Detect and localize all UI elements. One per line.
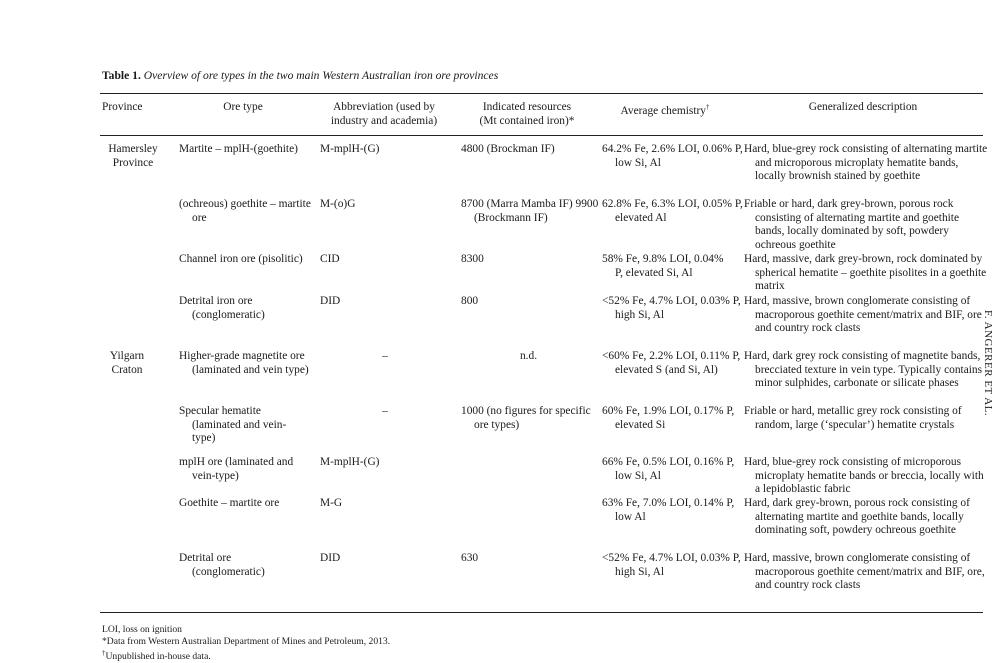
header-resources-line2: (Mt contained iron)* bbox=[479, 114, 575, 127]
row-6-ore-type: mplH ore (laminated and vein-type) bbox=[179, 456, 294, 482]
row-3-ore-type: Detrital iron ore (conglomeratic) bbox=[179, 295, 265, 321]
row-2-resources: 8300 bbox=[461, 253, 484, 265]
row-6-chemistry: 66% Fe, 0.5% LOI, 0.16% P, low Si, Al bbox=[602, 456, 735, 482]
province-yilgarn: Yilgarn Craton bbox=[109, 350, 145, 376]
row-4-ore-type: Higher-grade magnetite ore (laminated and vein type) bbox=[179, 350, 309, 376]
row-1-ore-type: (ochreous) goethite – martite ore bbox=[179, 198, 311, 224]
row-0-resources: 4800 (Brockman IF) bbox=[461, 143, 555, 155]
row-0-abbreviation: M-mplH-(G) bbox=[320, 143, 380, 155]
row-8-abbreviation: DID bbox=[320, 552, 341, 564]
header-description: Generalized description bbox=[808, 101, 918, 113]
footnote-unpublished-text: Unpublished in-house data. bbox=[105, 651, 211, 663]
row-0-chemistry: 64.2% Fe, 2.6% LOI, 0.06% P, low Si, Al bbox=[602, 143, 743, 169]
row-0-ore-type: Martite – mplH-(goethite) bbox=[179, 143, 298, 155]
row-7-chemistry: 63% Fe, 7.0% LOI, 0.14% P, low Al bbox=[602, 497, 735, 523]
province-hamersley: Hamersley Province bbox=[108, 143, 158, 169]
header-abbreviation-line2: industry and academia) bbox=[330, 114, 438, 127]
row-1-chemistry: 62.8% Fe, 6.3% LOI, 0.05% P, elevated Al bbox=[602, 198, 743, 224]
header-resources bbox=[458, 101, 596, 128]
row-8-chemistry: <52% Fe, 4.7% LOI, 0.03% P, high Si, Al bbox=[602, 552, 741, 578]
header-resources-line1: Indicated resources bbox=[482, 101, 572, 113]
row-1-abbreviation: M-(o)G bbox=[320, 198, 356, 210]
table-caption bbox=[102, 69, 498, 83]
row-8-description: Hard, massive, brown conglomerate consisting of macroporous goethite cement/matrix and BIF, ore, and country rock clasts bbox=[744, 552, 985, 592]
row-6-description: Hard, blue-grey rock consisting of microporous microplaty hematite bands or breccia, locally with a lepidoblastic fabric bbox=[744, 456, 984, 496]
footnote-unpublished bbox=[102, 648, 211, 663]
row-4-chemistry: <60% Fe, 2.2% LOI, 0.11% P, elevated S (and Si, Al) bbox=[602, 350, 741, 376]
running-head: F. ANGERER ET AL. bbox=[982, 310, 994, 417]
row-0-description: Hard, blue-grey rock consisting of alternating martite and microporous microplaty hematite bands, locally brownish stained by goethite bbox=[744, 143, 988, 183]
header-province: Province bbox=[102, 101, 143, 113]
row-3-abbreviation: DID bbox=[320, 295, 341, 307]
row-3-chemistry: <52% Fe, 4.7% LOI, 0.03% P, high Si, Al bbox=[602, 295, 741, 321]
bottom-rule bbox=[100, 612, 983, 613]
row-5-abbreviation: – bbox=[382, 405, 388, 417]
row-4-resources: n.d. bbox=[519, 350, 538, 362]
row-2-chemistry: 58% Fe, 9.8% LOI, 0.04% P, elevated Si, Al bbox=[602, 253, 724, 279]
row-6-abbreviation: M-mplH-(G) bbox=[320, 456, 380, 468]
header-abbreviation-line1: Abbreviation (used by bbox=[333, 101, 435, 113]
row-4-abbreviation: – bbox=[382, 350, 388, 362]
top-rule bbox=[100, 93, 983, 94]
table-label: Table 1. bbox=[102, 69, 141, 82]
footnote-unpublished-mark: † bbox=[102, 649, 106, 657]
header-ore-type: Ore type bbox=[223, 101, 263, 113]
row-5-ore-type: Specular hematite (laminated and vein-type) bbox=[179, 405, 287, 445]
header-chemistry bbox=[600, 101, 730, 118]
row-1-resources: 8700 (Marra Mamba IF) 9900 (Brockmann IF) bbox=[461, 198, 599, 224]
header-abbreviation bbox=[314, 101, 454, 128]
table-title: Overview of ore types in the two main Western Australian iron ore provinces bbox=[143, 69, 499, 82]
header-chemistry-label: Average chemistry bbox=[620, 104, 706, 117]
row-3-description: Hard, massive, brown conglomerate consisting of macroporous goethite cement/matrix and BIF, ore and country rock clasts bbox=[744, 295, 982, 335]
footnote-data-source: *Data from Western Australian Department of Mines and Petroleum, 2013. bbox=[102, 636, 391, 647]
footnote-loi: LOI, loss on ignition bbox=[102, 624, 182, 635]
row-2-abbreviation: CID bbox=[320, 253, 340, 265]
row-7-abbreviation: M-G bbox=[320, 497, 343, 509]
row-5-chemistry: 60% Fe, 1.9% LOI, 0.17% P, elevated Si bbox=[602, 405, 735, 431]
row-2-ore-type: Channel iron ore (pisolitic) bbox=[179, 253, 303, 265]
row-2-description: Hard, massive, dark grey-brown, rock dominated by spherical hematite – goethite pisolites in a goethite matrix bbox=[744, 253, 987, 293]
header-chemistry-mark: † bbox=[706, 103, 710, 111]
row-8-ore-type: Detrital ore (conglomeratic) bbox=[179, 552, 265, 578]
row-4-description: Hard, dark grey rock consisting of magnetite bands, brecciated texture in vein type. Typically contains minor sulphides, carbonate or silicate phases bbox=[744, 350, 983, 390]
row-8-resources: 630 bbox=[461, 552, 479, 564]
row-7-ore-type: Goethite – martite ore bbox=[179, 497, 280, 509]
header-rule bbox=[100, 135, 983, 136]
row-7-description: Hard, dark grey-brown, porous rock consisting of alternating martite and goethite bands, locally dominating soft, powdery ochreous goethite bbox=[744, 497, 970, 537]
row-5-description: Friable or hard, metallic grey rock consisting of random, large (‘specular’) hematite crystals bbox=[744, 405, 962, 431]
row-1-description: Friable or hard, dark grey-brown, porous rock consisting of alternating martite and goethite bands, locally dominated by soft, powdery ochreous goethite bbox=[744, 198, 960, 251]
row-3-resources: 800 bbox=[461, 295, 479, 307]
row-5-resources: 1000 (no figures for specific ore types) bbox=[461, 405, 591, 431]
